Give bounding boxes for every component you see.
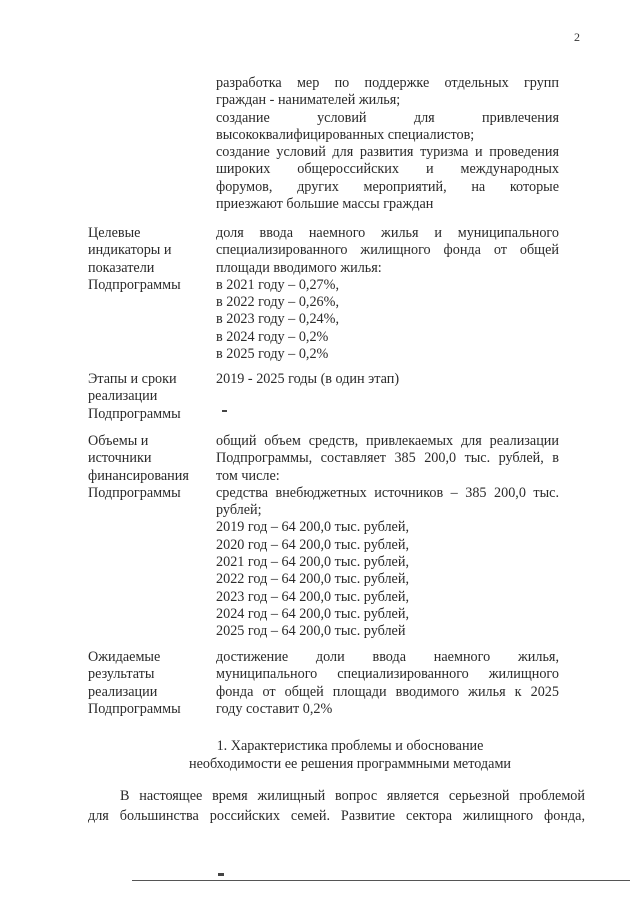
section-heading: [140, 737, 560, 773]
body-paragraph: [88, 786, 585, 826]
heading-line: 1. Характеристика проблемы и обоснование: [216, 738, 484, 754]
text-line: широких общероссийских и международных: [216, 161, 559, 178]
label-line: реализации: [88, 683, 158, 700]
label-line: Подпрограммы: [88, 700, 181, 717]
goals-continued-text: [216, 75, 559, 213]
label-line: Целевые: [88, 225, 141, 241]
text-line: создание условий для развития туризма и проведения: [216, 144, 559, 161]
stages-label: [88, 371, 213, 423]
results-text: [216, 649, 559, 718]
label-line: Подпрограммы: [88, 405, 181, 422]
paragraph-line: для большинства российских семей. Развитие сектора жилищного фонда,: [88, 808, 585, 824]
label-line: реализации: [88, 388, 158, 405]
text-line: 2021 год – 64 200,0 тыс. рублей,: [216, 554, 409, 571]
label-line: Этапы и сроки: [88, 371, 177, 387]
text-line: доля ввода наемного жилья и муниципального: [216, 225, 559, 241]
heading-line: необходимости ее решения программными методами: [188, 756, 512, 772]
text-line: в 2023 году – 0,24%,: [216, 311, 340, 328]
text-line: 2019 - 2025 годы (в один этап): [216, 371, 400, 387]
text-line: в 2024 году – 0,2%: [216, 328, 329, 345]
text-line: в 2021 году – 0,27%,: [216, 276, 340, 293]
text-line: специализированного жилищного фонда от общей: [216, 242, 559, 259]
scan-mark: [218, 873, 224, 876]
text-line: муниципального специализированного жилищного: [216, 666, 559, 683]
label-line: Объемы и: [88, 433, 149, 449]
text-line: рублей;: [216, 502, 262, 519]
text-line: 2022 год – 64 200,0 тыс. рублей,: [216, 571, 409, 588]
label-line: источники: [88, 450, 152, 467]
text-line: высококвалифицированных специалистов;: [216, 126, 475, 143]
text-line: форумов, других мероприятий, на которые: [216, 178, 559, 195]
label-line: Ожидаемые: [88, 649, 161, 665]
indicators-text: [216, 225, 559, 363]
page-number: 2: [574, 30, 580, 44]
financing-text: [216, 433, 559, 641]
indicators-label: [88, 225, 213, 294]
text-line: 2025 год – 64 200,0 тыс. рублей: [216, 623, 406, 640]
footer-rule: [132, 880, 630, 881]
label-line: результаты: [88, 666, 155, 683]
label-line: Подпрограммы: [88, 276, 181, 293]
text-line: 2024 год – 64 200,0 тыс. рублей,: [216, 605, 409, 622]
financing-label: [88, 433, 213, 502]
text-line: средства внебюджетных источников – 385 200,0 тыс.: [216, 484, 559, 501]
paragraph-line: В настоящее время жилищный вопрос является серьезной проблемой: [120, 788, 585, 804]
label-line: показатели: [88, 259, 155, 276]
label-line: финансирования: [88, 467, 189, 484]
text-line: 2023 год – 64 200,0 тыс. рублей,: [216, 588, 409, 605]
text-line: фонда от общей площади вводимого жилья к 2025: [216, 683, 559, 700]
text-line: 2020 год – 64 200,0 тыс. рублей,: [216, 536, 409, 553]
stages-text: [216, 371, 559, 388]
text-line: достижение доли ввода наемного жилья,: [216, 649, 559, 665]
label-line: индикаторы и: [88, 242, 172, 259]
text-line: 2019 год – 64 200,0 тыс. рублей,: [216, 519, 409, 536]
scan-mark: [222, 410, 227, 412]
text-line: в 2025 году – 0,2%: [216, 346, 329, 363]
text-line: Подпрограммы, составляет 385 200,0 тыс. рублей, в: [216, 450, 559, 467]
text-line: площади вводимого жилья:: [216, 259, 382, 276]
text-line: том числе:: [216, 467, 280, 484]
text-line: в 2022 году – 0,26%,: [216, 294, 340, 311]
text-line: создание условий для привлечения: [216, 109, 559, 126]
text-line: граждан - нанимателей жилья;: [216, 92, 401, 109]
text-line: году составит 0,2%: [216, 700, 333, 717]
label-line: Подпрограммы: [88, 484, 181, 501]
text-line: разработка мер по поддержке отдельных групп: [216, 75, 559, 91]
results-label: [88, 649, 213, 718]
text-line: общий объем средств, привлекаемых для реализации: [216, 433, 559, 449]
text-line: приезжают большие массы граждан: [216, 196, 434, 213]
